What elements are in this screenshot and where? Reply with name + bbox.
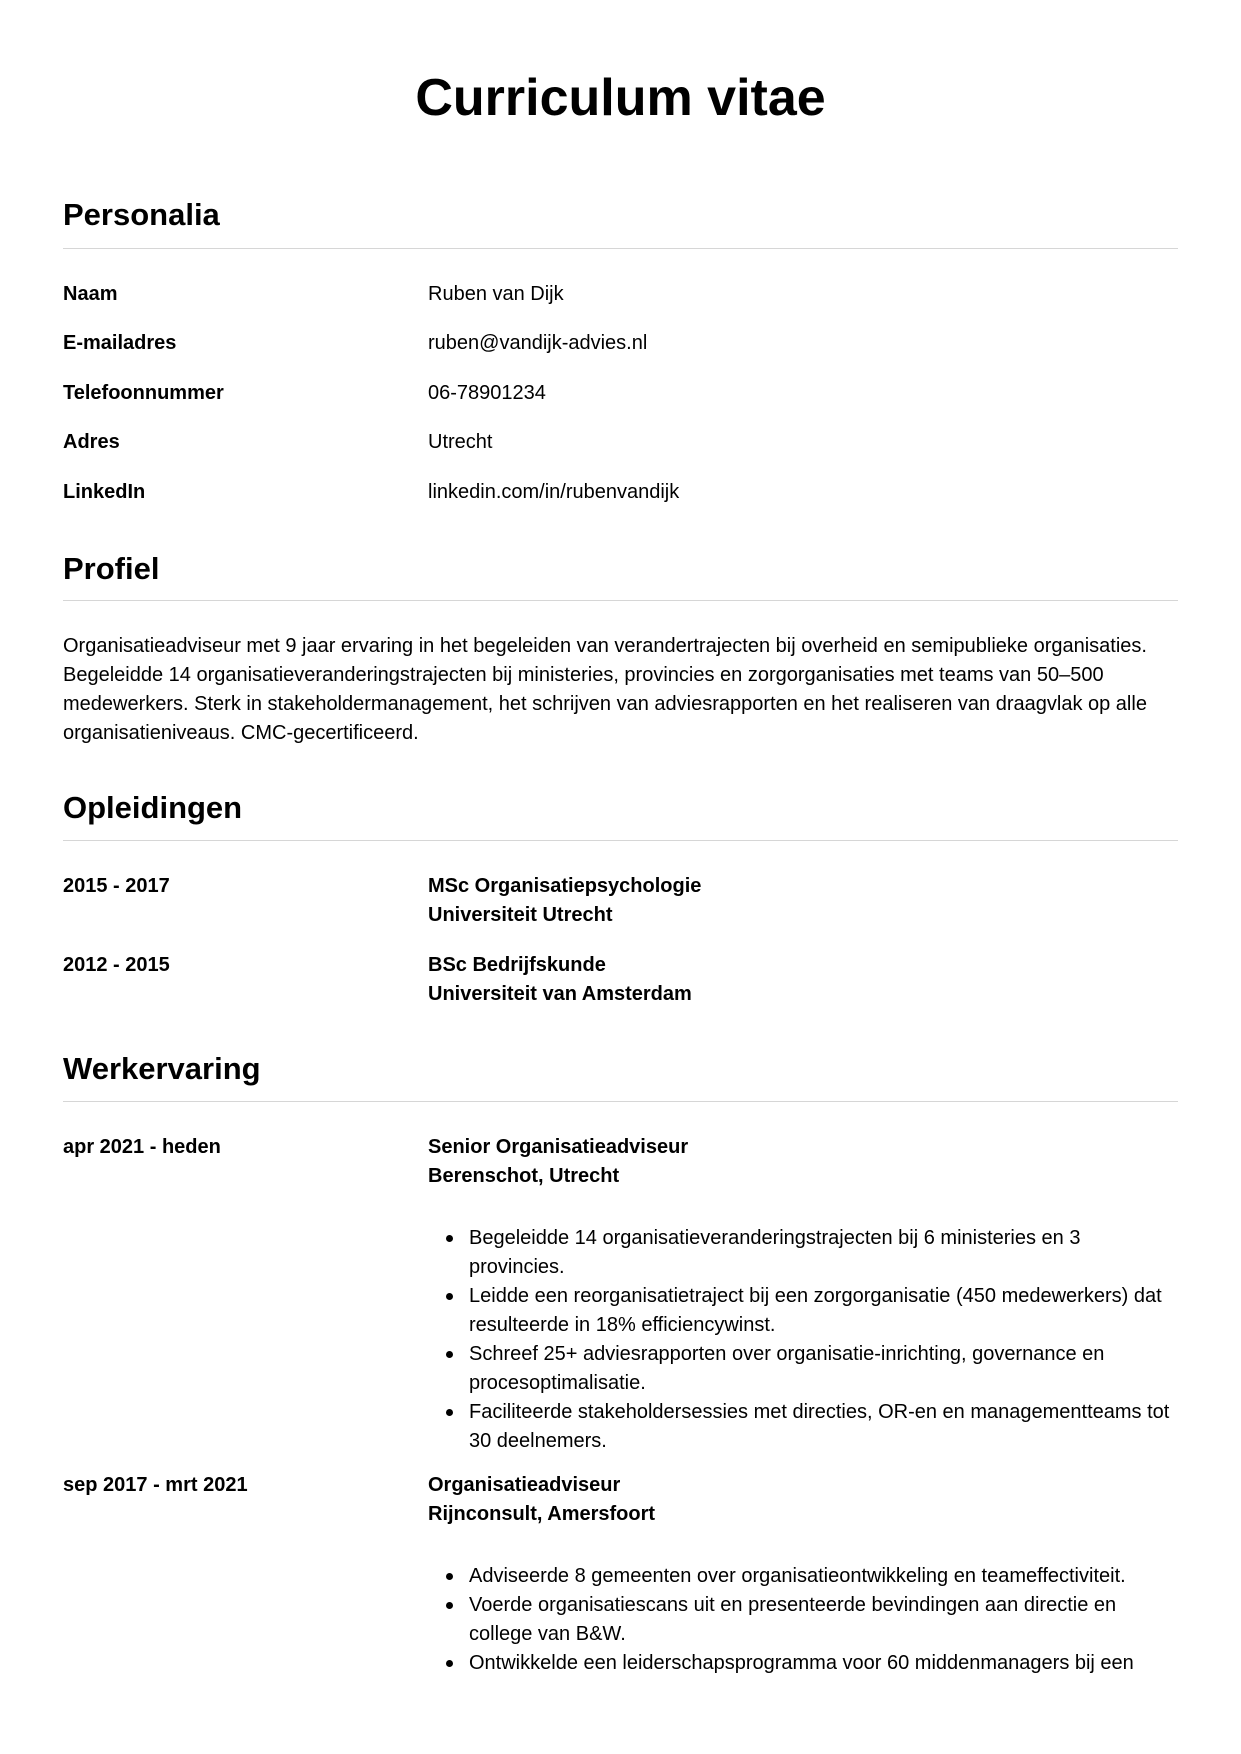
document-title: Curriculum vitae <box>415 69 826 127</box>
work-period: apr 2021 - heden <box>63 1136 221 1158</box>
work-role: Organisatieadviseur <box>428 1474 621 1496</box>
list-item: Faciliteerde stakeholdersessies met directies, OR-en en managementteams tot 30 deelnemers. <box>428 1398 1178 1456</box>
education-institution: Universiteit Utrecht <box>428 904 613 926</box>
field-label: E-mailadres <box>63 332 177 354</box>
section-title-personalia: Personalia <box>63 197 220 232</box>
field-value: ruben@vandijk-advies.nl <box>428 332 648 354</box>
list-item: Begeleidde 14 organisatieveranderingstrajecten bij 6 ministeries en 3 provincies. <box>428 1224 1178 1282</box>
education-institution: Universiteit van Amsterdam <box>428 983 692 1005</box>
section-title-profiel: Profiel <box>63 551 160 586</box>
field-label: Telefoonnummer <box>63 382 224 404</box>
section-divider <box>63 1101 1178 1102</box>
field-value: linkedin.com/in/rubenvandijk <box>428 481 680 503</box>
field-value: Ruben van Dijk <box>428 283 564 305</box>
field-label: LinkedIn <box>63 481 146 503</box>
education-degree: MSc Organisatiepsychologie <box>428 875 702 897</box>
education-period: 2012 - 2015 <box>63 954 170 976</box>
work-role: Senior Organisatieadviseur <box>428 1136 689 1158</box>
work-period: sep 2017 - mrt 2021 <box>63 1474 248 1496</box>
section-divider <box>63 600 1178 601</box>
list-item: Voerde organisatiescans uit en presenteerde bevindingen aan directie en college van B&W. <box>428 1591 1178 1649</box>
field-value: Utrecht <box>428 431 493 453</box>
work-employer: Berenschot, Utrecht <box>428 1165 620 1187</box>
field-label: Naam <box>63 283 118 305</box>
education-degree: BSc Bedrijfskunde <box>428 954 606 976</box>
work-bullet-list <box>428 1562 1178 1678</box>
field-label: Adres <box>63 431 120 453</box>
field-value: 06-78901234 <box>428 382 546 404</box>
section-title-opleidingen: Opleidingen <box>63 790 243 825</box>
section-divider <box>63 248 1178 249</box>
list-item: Leidde een reorganisatietraject bij een zorgorganisatie (450 medewerkers) dat resulteerde in 18% efficiencywinst. <box>428 1282 1178 1340</box>
education-period: 2015 - 2017 <box>63 875 170 897</box>
list-item: Adviseerde 8 gemeenten over organisatieontwikkeling en teameffectiviteit. <box>428 1562 1178 1591</box>
section-title-werkervaring: Werkervaring <box>63 1051 261 1086</box>
work-bullet-list <box>428 1224 1178 1456</box>
list-item: Ontwikkelde een leiderschapsprogramma voor 60 middenmanagers bij een <box>428 1649 1178 1678</box>
list-item: Schreef 25+ adviesrapporten over organisatie-inrichting, governance en procesoptimalisatie. <box>428 1340 1178 1398</box>
section-divider <box>63 840 1178 841</box>
work-employer: Rijnconsult, Amersfoort <box>428 1503 656 1525</box>
profile-text: Organisatieadviseur met 9 jaar ervaring in het begeleiden van verandertrajecten bij overheid en semipublieke organisaties. Begeleidde 14 organisatieveranderingstrajecten bij ministeries, provincies en zorgorganisaties met teams van 50–500 medewerkers. Sterk in stakeholdermanagement, het schrijven van adviesrapporten en het realiseren van draagvlak op alle organisatieniveaus. CMC-gecertificeerd. <box>63 635 1147 744</box>
